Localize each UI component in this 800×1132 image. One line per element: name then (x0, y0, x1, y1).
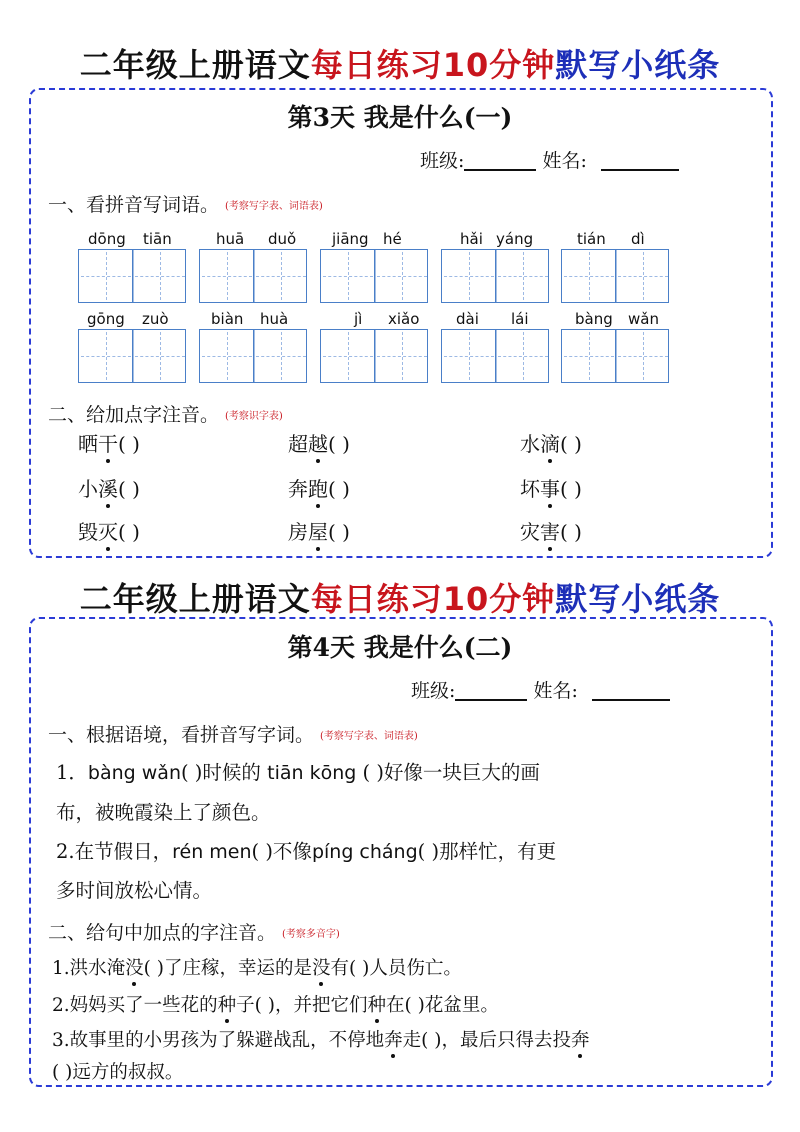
name-blank[interactable] (601, 149, 679, 171)
answer-blank[interactable]: ( ) (118, 477, 140, 501)
word-char: 坏 (520, 477, 540, 501)
banner-top (0, 40, 800, 86)
dotted-char: 奔 (384, 1026, 403, 1052)
dotted-char: 溪 (98, 473, 118, 502)
answer-blank[interactable]: 走( )，最后只得去投 (402, 1030, 571, 1051)
writing-grid[interactable] (561, 249, 669, 303)
section-label: 二、给加点字注音。 (48, 404, 220, 426)
answer-blank[interactable]: 在( )花盆里。 (386, 995, 499, 1016)
class-blank[interactable] (455, 679, 527, 701)
question-3 (52, 1026, 590, 1052)
pinyin: dì (631, 230, 645, 248)
word-char: 奔 (288, 477, 308, 501)
pinyin: duǒ (268, 230, 297, 248)
dotted-char: 奔 (571, 1026, 590, 1052)
dotted-char: 没 (312, 954, 331, 980)
pinyin: píng cháng (311, 841, 418, 863)
class-blank[interactable] (464, 149, 536, 171)
day4-section2-heading (48, 918, 340, 945)
answer-blank[interactable]: ( ) (118, 432, 140, 456)
answer-blank[interactable]: ( ) (118, 520, 140, 544)
dotted-char: 屋 (308, 516, 328, 545)
dotted-char: 灭 (98, 516, 118, 545)
word-char: 水 (520, 432, 540, 456)
section-label: 一、根据语境，看拼音写字词。 (48, 724, 315, 746)
word-item (520, 428, 582, 457)
day3-section2-heading (48, 400, 283, 427)
writing-grid[interactable] (78, 329, 186, 383)
pinyin: gōng (87, 310, 125, 328)
text: 1． (56, 761, 88, 784)
question-2 (52, 991, 499, 1017)
sentence-2-cont: 多时间放松心情。 (56, 879, 213, 902)
answer-blank[interactable]: 有( )人员伤亡。 (330, 958, 462, 979)
answer-blank[interactable]: ( ) (328, 477, 350, 501)
banner-middle (0, 574, 800, 620)
section-note: (考察写字表、词语表) (225, 201, 323, 212)
writing-grid[interactable] (441, 249, 549, 303)
writing-grid[interactable] (320, 329, 428, 383)
writing-grid[interactable] (320, 249, 428, 303)
dotted-char: 跑 (308, 473, 328, 502)
word-char: 晒 (78, 432, 98, 456)
answer-blank[interactable]: ( )了庄稼，幸运的是 (143, 958, 312, 979)
pinyin: tián (577, 230, 606, 248)
pinyin: jì (354, 310, 363, 328)
answer-blank[interactable]: ( )时候的 (181, 761, 261, 784)
word-item (288, 428, 350, 457)
dotted-char: 事 (540, 473, 560, 502)
answer-blank[interactable]: ( ) (560, 520, 582, 544)
word-char: 小 (78, 477, 98, 501)
banner-part1: 二年级上册语文 (79, 46, 311, 84)
word-item (78, 428, 140, 457)
day4-section1-heading (48, 720, 418, 747)
name-blank[interactable] (592, 679, 670, 701)
section-label: 一、看拼音写词语。 (48, 194, 220, 216)
day4-title: 第4天 我是什么(二) (287, 633, 513, 662)
answer-blank[interactable]: ( ) (560, 432, 582, 456)
writing-grid[interactable] (441, 329, 549, 383)
answer-blank[interactable]: 子( )，并把它们 (236, 995, 368, 1016)
banner-part3: 默写小纸条 (555, 580, 721, 618)
text: 1.洪水淹 (52, 958, 126, 979)
dotted-char: 没 (125, 954, 144, 980)
dotted-char: 滴 (540, 428, 560, 457)
writing-grid[interactable] (561, 329, 669, 383)
pinyin: zuò (142, 310, 169, 328)
day3-section1-heading (48, 190, 323, 217)
question-3-cont[interactable]: ( )远方的叔叔。 (52, 1062, 184, 1083)
pinyin: yáng (496, 230, 534, 248)
section-note: (考察识字表) (225, 411, 283, 422)
pinyin: wǎn (628, 310, 659, 328)
sentence-1-cont: 布，被晚霞染上了颜色。 (56, 801, 271, 824)
text: 2.妈妈买了一些花的 (52, 995, 218, 1016)
pinyin: bàng (575, 310, 613, 328)
pinyin: dōng (88, 230, 126, 248)
day3-title: 第3天 我是什么(一) (287, 103, 513, 132)
banner-part3: 默写小纸条 (555, 46, 721, 84)
writing-grid[interactable] (199, 249, 307, 303)
banner-part2: 每日练习10分钟 (310, 46, 556, 84)
name-label: 姓名: (533, 680, 578, 702)
dotted-char: 种 (218, 991, 237, 1017)
writing-grid[interactable] (78, 249, 186, 303)
dotted-char: 害 (540, 516, 560, 545)
word-item (520, 516, 582, 545)
answer-blank[interactable]: ( ) (560, 477, 582, 501)
pinyin: tiān (143, 230, 172, 248)
pinyin: jiāng (332, 230, 369, 248)
section-note: (考察多音字) (282, 929, 340, 940)
word-char: 房 (288, 520, 308, 544)
class-label: 班级: (420, 150, 465, 172)
pinyin: tiān kōng (267, 762, 357, 784)
dotted-char: 干 (98, 428, 118, 457)
dotted-char: 越 (308, 428, 328, 457)
dotted-char: 种 (368, 991, 387, 1017)
banner-part1: 二年级上册语文 (79, 580, 311, 618)
word-item (520, 473, 582, 502)
word-item (78, 473, 140, 502)
name-label: 姓名: (542, 150, 587, 172)
pinyin: hé (383, 230, 402, 248)
pinyin: bàng wǎn (87, 762, 181, 784)
word-char: 毁 (78, 520, 98, 544)
word-item (78, 516, 140, 545)
sentence-2 (56, 836, 556, 864)
pinyin: huā (216, 230, 245, 248)
pinyin: lái (511, 310, 529, 328)
word-item (288, 473, 350, 502)
class-label: 班级: (411, 680, 456, 702)
writing-grid[interactable] (199, 329, 307, 383)
pinyin: biàn (211, 310, 244, 328)
pinyin: hǎi (460, 230, 483, 248)
pinyin: rén men (172, 841, 252, 863)
answer-blank[interactable]: ( )那样忙，有更 (417, 840, 557, 863)
banner-part2: 每日练习10分钟 (310, 580, 556, 618)
question-1 (52, 954, 462, 980)
pinyin: huà (260, 310, 289, 328)
text: 3.故事里的小男孩为了躲避战乱，不停地 (52, 1030, 385, 1051)
sentence-1 (56, 757, 540, 785)
word-item (288, 516, 350, 545)
text: 2.在节假日， (56, 840, 173, 863)
pinyin: dài (456, 310, 479, 328)
pinyin: xiǎo (388, 310, 420, 328)
answer-blank[interactable]: ( )不像 (251, 840, 312, 863)
answer-blank[interactable]: ( )好像一块巨大的画 (356, 761, 540, 784)
word-char: 灾 (520, 520, 540, 544)
section-note: (考察写字表、词语表) (320, 731, 418, 742)
answer-blank[interactable]: ( ) (328, 520, 350, 544)
section-label: 二、给句中加点的字注音。 (48, 922, 277, 944)
word-char: 超 (288, 432, 308, 456)
answer-blank[interactable]: ( ) (328, 432, 350, 456)
day3-class-name-line (420, 146, 679, 173)
day4-class-name-line (411, 676, 670, 703)
